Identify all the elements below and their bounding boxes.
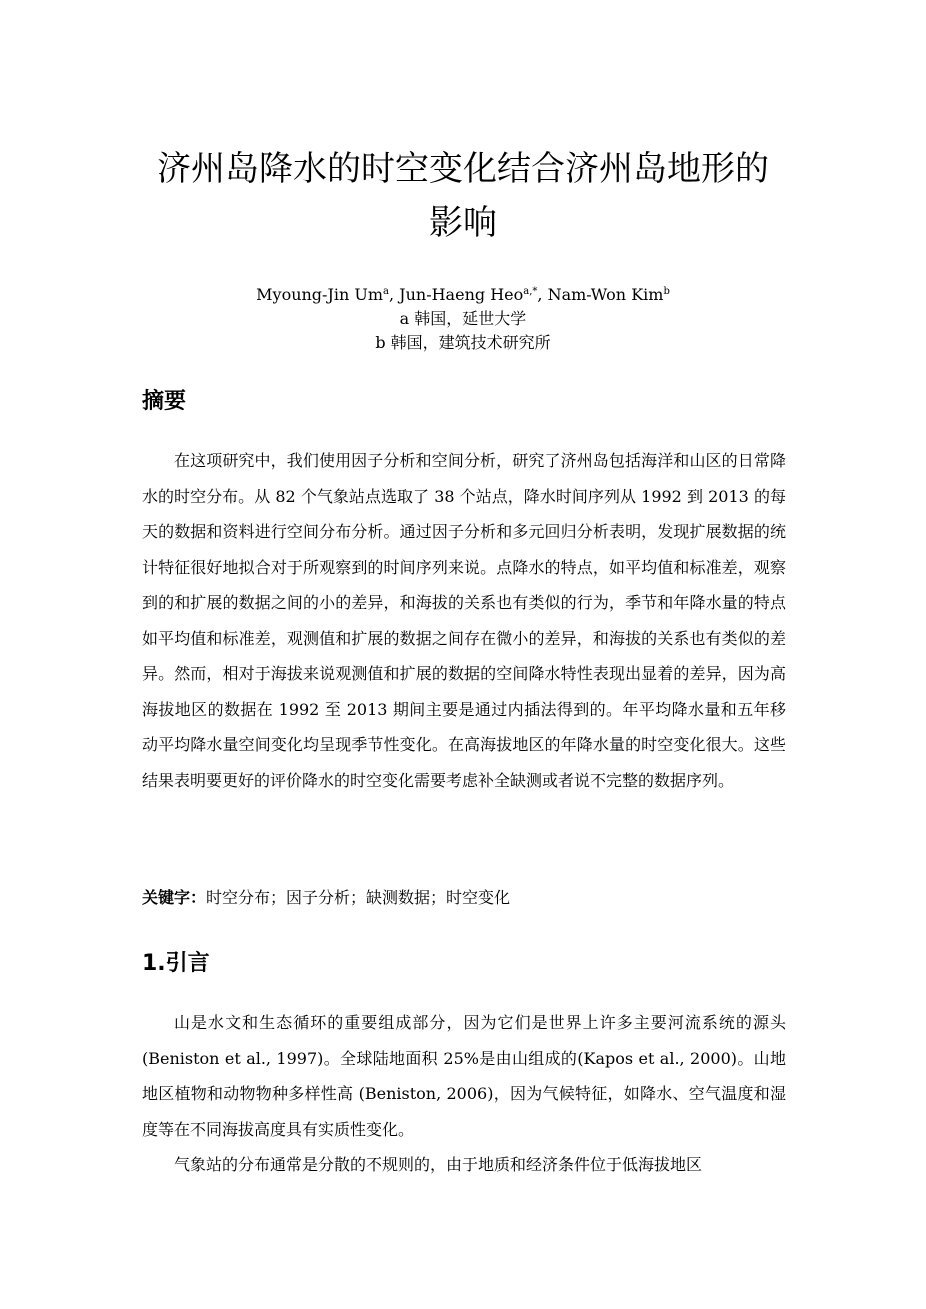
author-affiliation-mark: b <box>663 286 670 297</box>
title-line-1: 济州岛降水的时空变化结合济州岛地形的 <box>157 149 769 189</box>
author-affiliation-mark: a,* <box>523 286 538 297</box>
title-line-2: 影响 <box>429 203 497 243</box>
author-name: Jun-Haeng Heo <box>399 285 524 304</box>
intro-paragraph-2: 气象站的分布通常是分散的不规则的，由于地质和经济条件位于低海拔地区 <box>174 1155 703 1174</box>
abstract-heading: 摘要 <box>142 389 187 414</box>
author-affiliation-mark: a <box>383 286 389 297</box>
intro-paragraph-1: 山是水文和生态循环的重要组成部分，因为它们是世界上许多主要河流系统的源头(Beniston et al., 1997)。全球陆地面积 25%是由山组成的(Kapos et al., 2000)。山地地区植物和动物物种多样性高 (Beniston, 2006)，因为气候特征，如降水、空气温度和湿度等在不同海拔高度具有实质性变化。 <box>142 1013 786 1139</box>
keywords-line <box>142 885 510 911</box>
author-separator: , <box>389 285 400 304</box>
author-list <box>0 283 926 307</box>
keywords-label: 关键字： <box>142 888 207 907</box>
author-name: Nam-Won Kim <box>547 285 664 304</box>
intro-heading: 1.引言 <box>142 951 210 976</box>
affiliation-a: a 韩国，延世大学 <box>399 309 527 328</box>
author-block <box>0 283 926 355</box>
paper-title <box>100 143 826 249</box>
author-name: Myoung-Jin Um <box>256 285 384 304</box>
keywords-list: 时空分布；因子分析；缺测数据；时空变化 <box>206 888 511 907</box>
author-separator: , <box>537 285 548 304</box>
abstract-paragraph: 在这项研究中，我们使用因子分析和空间分析，研究了济州岛包括海洋和山区的日常降水的时空分布。从 82 个气象站点选取了 38 个站点，降水时间序列从 1992 到 2013 的每天的数据和资料进行空间分布分析。通过因子分析和多元回归分析表明，发现扩展数据的统计特征很好地拟合对于所观察到的时间序列来说。点降水的特点，如平均值和标准差，观察到的和扩展的数据之间的小的差异，和海拔的关系也有类似的行为，季节和年降水量的特点如平均值和标准差，观测值和扩展的数据之间存在微小的差异，和海拔的关系也有类似的差异。然而，相对于海拔来说观测值和扩展的数据的空间降水特性表现出显着的差异，因为高海拔地区的数据在 1992 至 2013 期间主要是通过内插法得到的。年平均降水量和五年移动平均降水量空间变化均呈现季节性变化。在高海拔地区的年降水量的时空变化很大。这些结果表明要更好的评价降水的时空变化需要考虑补全缺测或者说不完整的数据序列。 <box>142 451 786 790</box>
affiliation-b: b 韩国，建筑技术研究所 <box>375 333 551 352</box>
